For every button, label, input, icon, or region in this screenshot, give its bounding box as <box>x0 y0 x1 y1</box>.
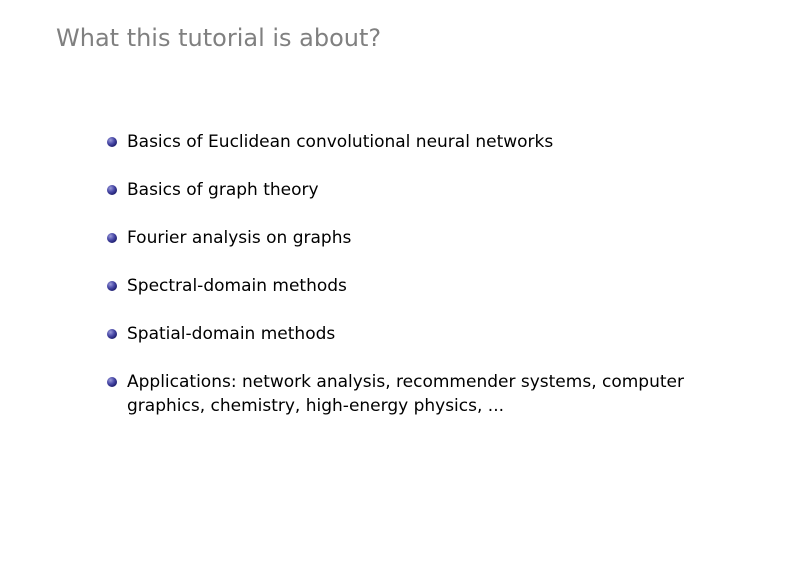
bullet-text: Spatial-domain methods <box>127 324 336 344</box>
bullet-dot-icon <box>107 185 117 195</box>
bullet-dot-icon <box>107 137 117 147</box>
bullet-text: Basics of Euclidean convolutional neural networks <box>127 132 554 152</box>
bullet-list <box>106 130 726 418</box>
list-item <box>106 178 726 202</box>
list-item <box>106 274 726 298</box>
bullet-dot-icon <box>107 329 117 339</box>
list-item <box>106 226 726 250</box>
bullet-dot-icon <box>107 377 117 387</box>
bullet-text: Basics of graph theory <box>127 180 319 200</box>
list-item <box>106 322 726 346</box>
bullet-dot-icon <box>107 281 117 291</box>
slide-title: What this tutorial is about? <box>56 24 382 52</box>
bullet-dot-icon <box>107 233 117 243</box>
bullet-text: Applications: network analysis, recommender systems, computer graphics, chemistry, high-energy physics, ... <box>127 372 684 416</box>
bullet-text: Spectral-domain methods <box>127 276 347 296</box>
list-item <box>106 370 726 418</box>
bullet-text: Fourier analysis on graphs <box>127 228 352 248</box>
list-item <box>106 130 726 154</box>
